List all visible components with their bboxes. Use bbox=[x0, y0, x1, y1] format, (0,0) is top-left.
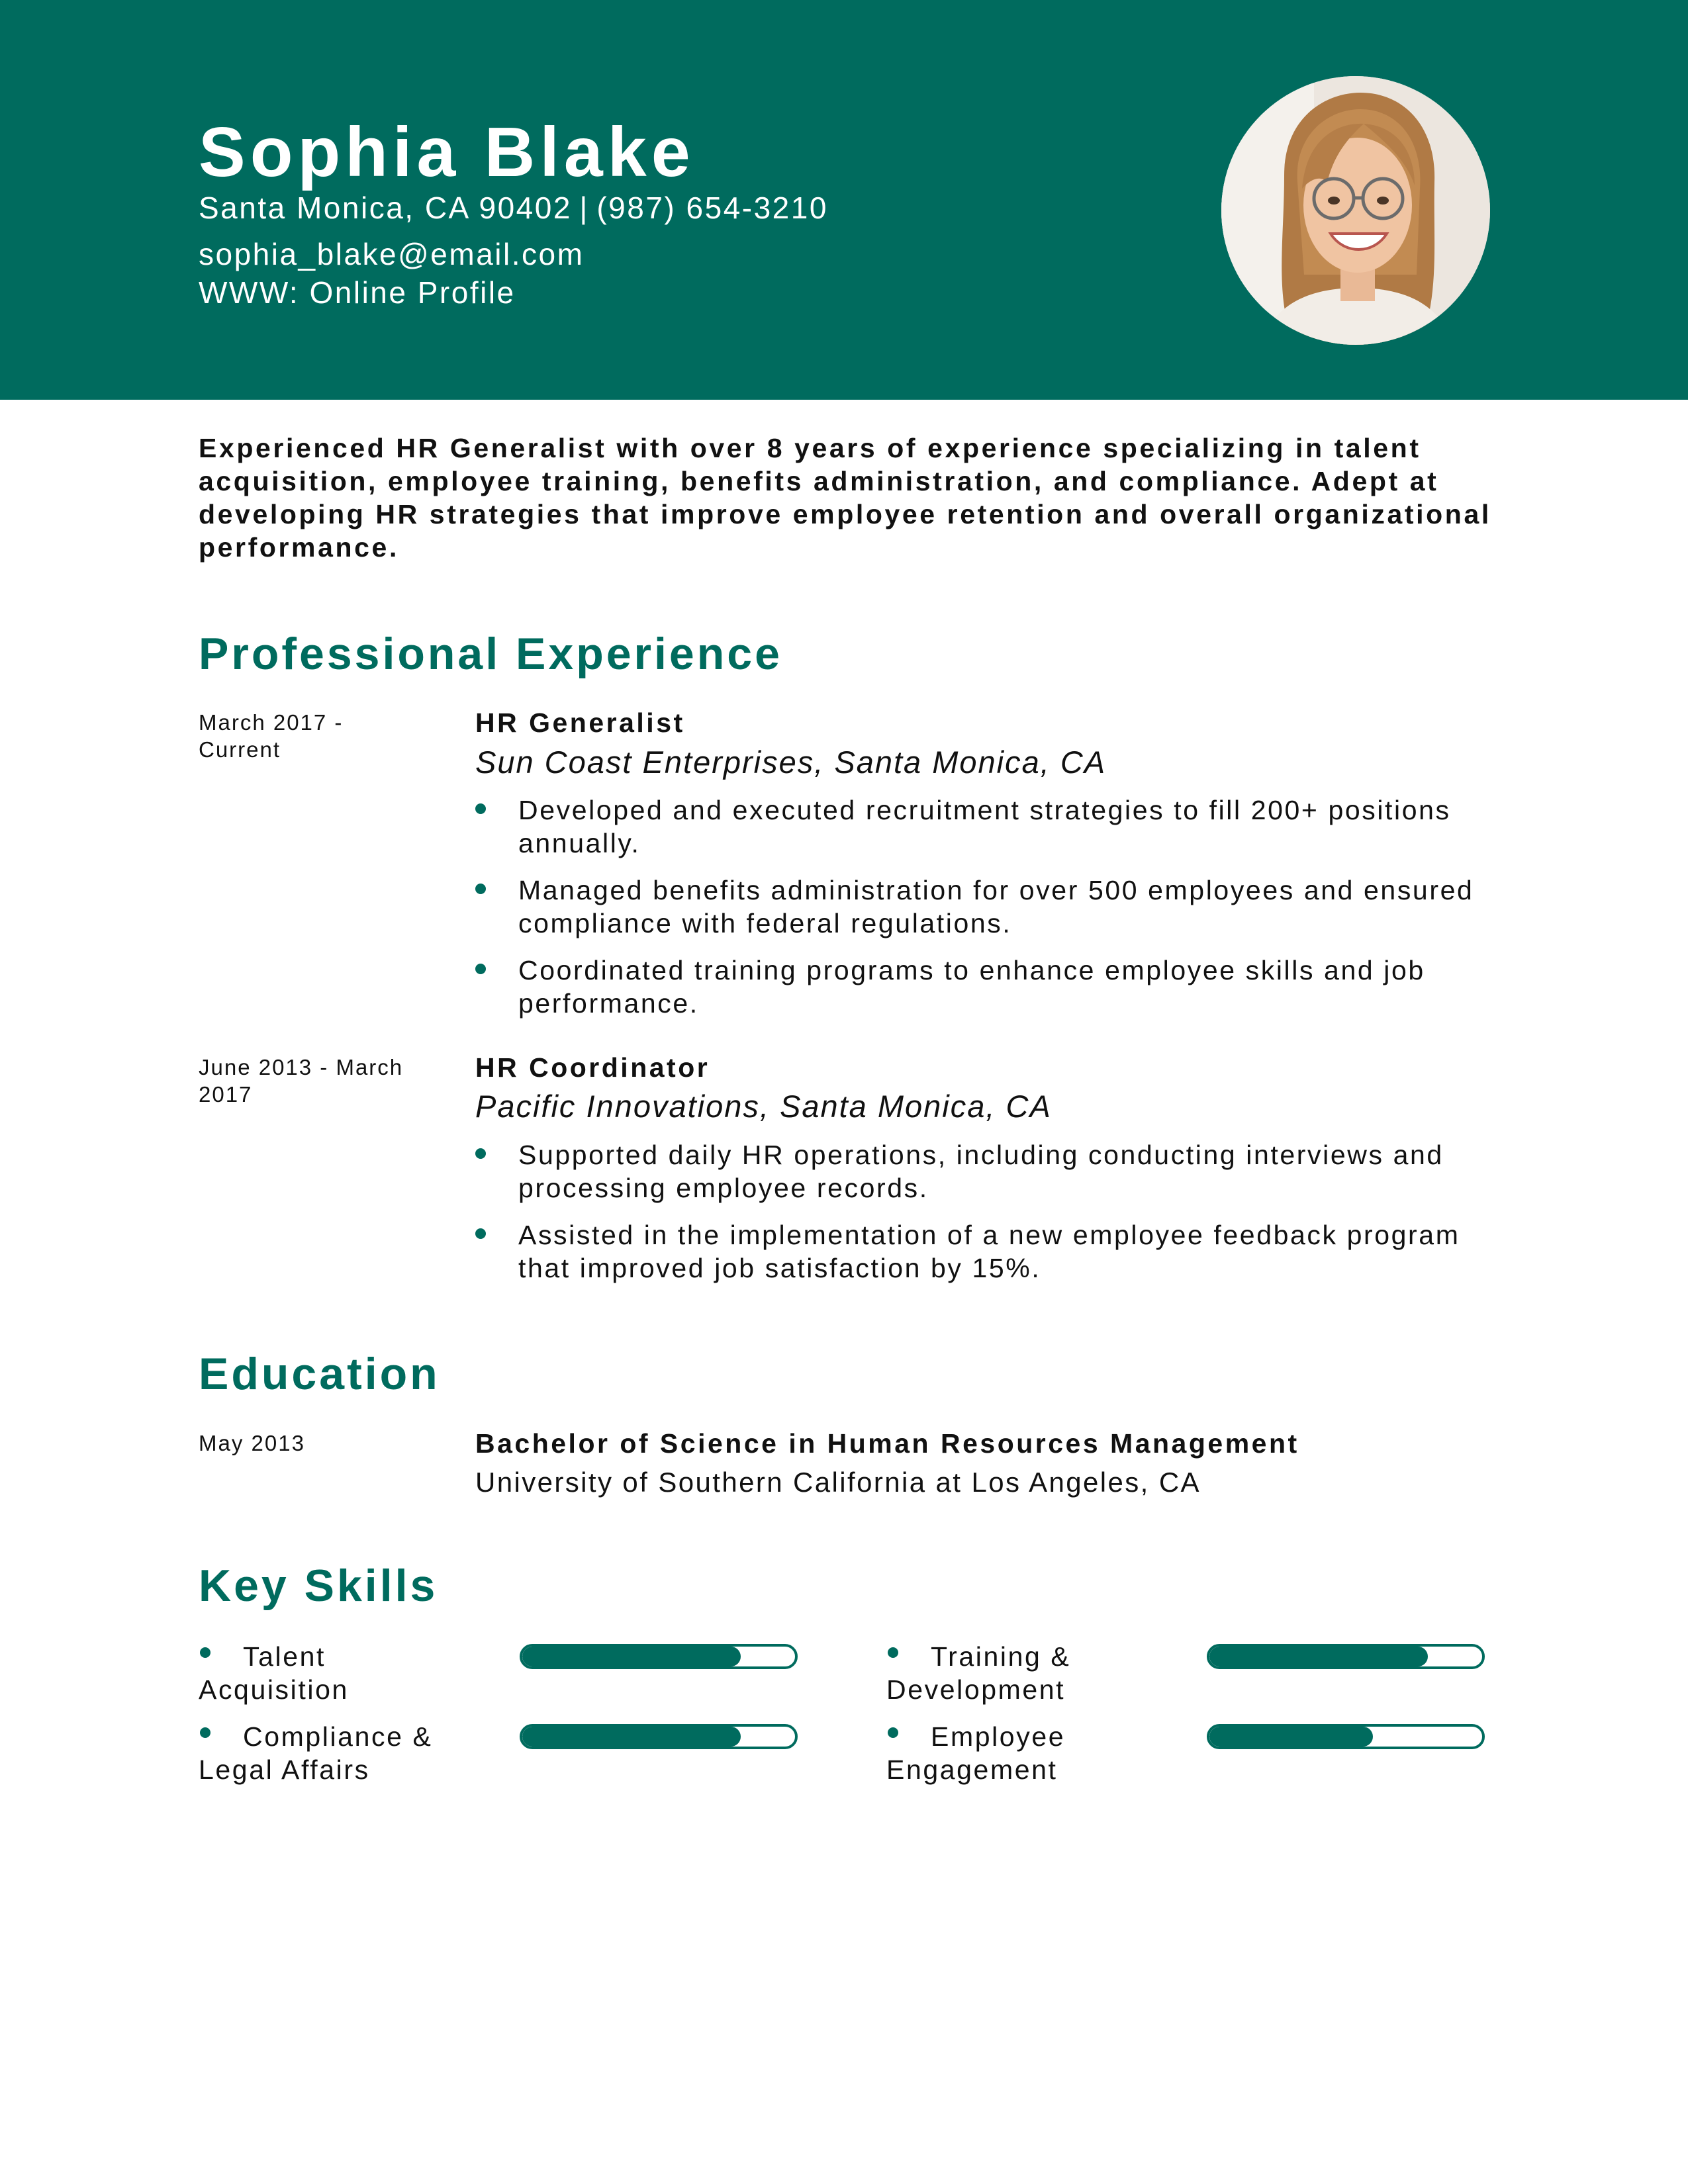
job-title: HR Generalist bbox=[475, 707, 685, 738]
contact-separator: | bbox=[579, 191, 589, 225]
job-date-start: March 2017 - bbox=[199, 710, 344, 735]
list-item bbox=[475, 1138, 1495, 1205]
skill-level-fill bbox=[1209, 1647, 1428, 1666]
job-bullets bbox=[475, 794, 1495, 1034]
skill-item-talent-acquisition: Talent Acquisition bbox=[199, 1641, 349, 1705]
job-date-start: June 2013 - March bbox=[199, 1055, 404, 1079]
skill-level-bar bbox=[520, 1644, 798, 1669]
bullet-dot-icon bbox=[475, 884, 486, 894]
job-bullets bbox=[475, 1138, 1495, 1298]
bullet-text: Managed benefits administration for over 500 employees and ensured compliance with federal regulations. bbox=[518, 875, 1474, 938]
skills-section-title: Key Skills bbox=[199, 1561, 438, 1611]
job-company: Pacific Innovations, Santa Monica, CA bbox=[475, 1089, 1052, 1124]
bullet-dot-icon bbox=[200, 1647, 211, 1658]
phone-text[interactable]: (987) 654-3210 bbox=[596, 191, 828, 225]
profile-photo-illustration bbox=[1221, 76, 1490, 345]
bullet-text: Assisted in the implementation of a new employee feedback program that improved job satisfaction by 15%. bbox=[518, 1220, 1460, 1283]
skill-level-fill bbox=[522, 1727, 741, 1747]
bullet-dot-icon bbox=[475, 1148, 486, 1159]
job-date bbox=[199, 1054, 424, 1108]
candidate-name: Sophia Blake bbox=[199, 113, 695, 191]
profile-photo bbox=[1221, 76, 1490, 345]
list-item bbox=[475, 954, 1495, 1020]
bullet-dot-icon bbox=[475, 964, 486, 974]
list-item bbox=[475, 874, 1495, 940]
list-item bbox=[475, 1218, 1495, 1285]
bullet-text: Developed and executed recruitment strategies to fill 200+ positions annually. bbox=[518, 795, 1451, 858]
skill-item-employee-engagement: Employee Engagement bbox=[886, 1721, 1066, 1785]
school-name: University of Southern California at Los Angeles, CA bbox=[475, 1467, 1201, 1498]
experience-section-title: Professional Experience bbox=[199, 629, 782, 679]
job-company: Sun Coast Enterprises, Santa Monica, CA bbox=[475, 745, 1107, 780]
website-link[interactable]: WWW: Online Profile bbox=[199, 275, 516, 310]
degree-title: Bachelor of Science in Human Resources Management bbox=[475, 1428, 1299, 1459]
header-band bbox=[0, 0, 1688, 400]
skill-level-fill bbox=[1209, 1727, 1373, 1747]
bullet-dot-icon bbox=[475, 803, 486, 814]
job-date-end: 2017 bbox=[199, 1082, 253, 1107]
bullet-dot-icon bbox=[475, 1228, 486, 1239]
bullet-dot-icon bbox=[888, 1647, 898, 1658]
job-date-end: Current bbox=[199, 737, 281, 762]
job-date bbox=[199, 709, 424, 763]
bullet-dot-icon bbox=[888, 1727, 898, 1738]
bullet-text: Supported daily HR operations, including conducting interviews and processing employee records. bbox=[518, 1140, 1444, 1203]
job-title: HR Coordinator bbox=[475, 1052, 710, 1083]
skill-level-bar bbox=[520, 1724, 798, 1749]
skill-level-fill bbox=[522, 1647, 741, 1666]
list-item bbox=[475, 794, 1495, 860]
bullet-dot-icon bbox=[200, 1727, 211, 1738]
skill-level-bar bbox=[1207, 1644, 1485, 1669]
skill-item-compliance-legal: Compliance & Legal Affairs bbox=[199, 1721, 433, 1785]
location-phone-line bbox=[199, 189, 828, 226]
email-link[interactable]: sophia_blake@email.com bbox=[199, 237, 585, 271]
education-section-title: Education bbox=[199, 1349, 440, 1399]
location-text: Santa Monica, CA 90402 bbox=[199, 191, 572, 225]
education-date: May 2013 bbox=[199, 1431, 305, 1455]
skill-level-bar bbox=[1207, 1724, 1485, 1749]
professional-summary: Experienced HR Generalist with over 8 years of experience specializing in talent acquisition, employee training, benefits administration, and compliance. Adept at developing HR strategies that improve employee retention and overall organizational performance. bbox=[199, 433, 1491, 563]
skill-item-training-development: Training & Development bbox=[886, 1641, 1071, 1705]
bullet-text: Coordinated training programs to enhance employee skills and job performance. bbox=[518, 955, 1425, 1019]
